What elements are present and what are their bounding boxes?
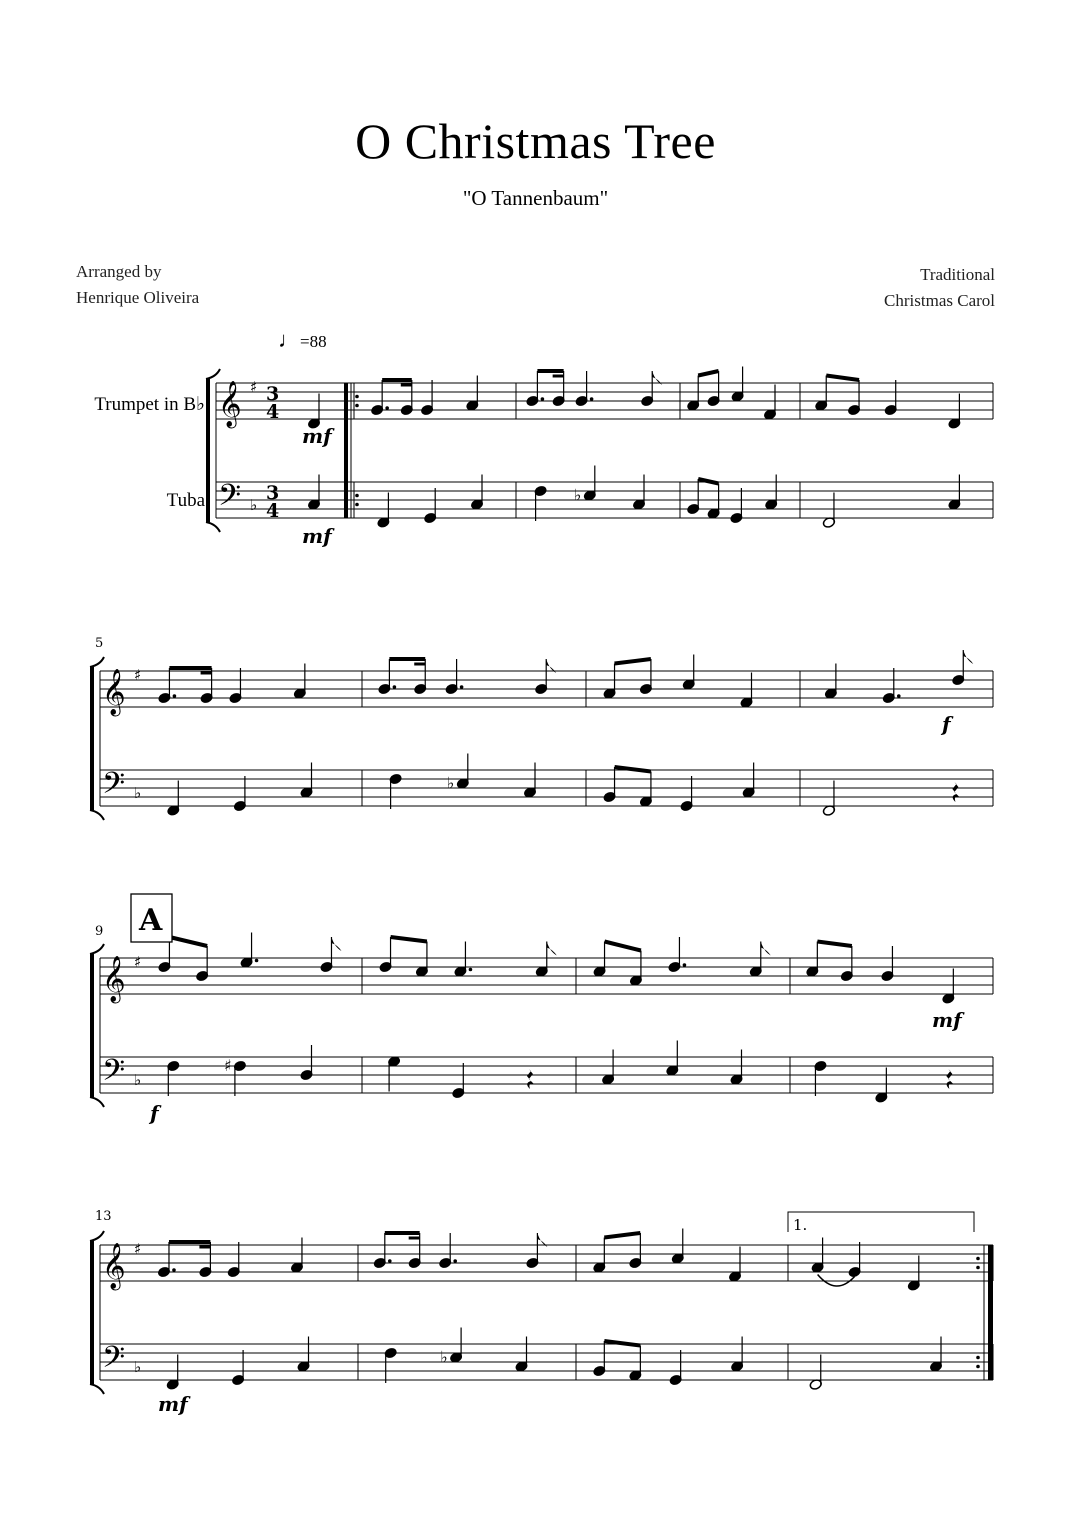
repeat-dot <box>976 1266 980 1270</box>
sharp-icon: ♯ <box>223 1056 232 1075</box>
repeat-dot <box>976 1365 980 1369</box>
music-score <box>90 367 993 1417</box>
key-signature-sharp-icon: ♯ <box>250 378 258 396</box>
key-signature-sharp-icon: ♯ <box>134 1240 142 1258</box>
bass-clef-icon: 𝄢 <box>102 767 126 808</box>
quarter-rest-icon <box>946 1069 953 1089</box>
treble-clef-icon: 𝄞 <box>102 956 126 1002</box>
augmentation-dot <box>172 1268 176 1272</box>
beam <box>698 479 718 484</box>
beam <box>615 659 651 664</box>
slur <box>818 1275 855 1287</box>
volta-bracket <box>788 1212 974 1232</box>
key-signature-flat-icon: ♭ <box>134 784 142 802</box>
arranger-name: Henrique Oliveira <box>76 288 200 307</box>
beam <box>826 376 859 381</box>
augmentation-dot <box>460 685 464 689</box>
beam <box>169 937 207 946</box>
composer-line1: Traditional <box>920 265 995 284</box>
flag-icon <box>547 942 557 956</box>
time-signature-top: 3 <box>266 482 280 504</box>
dynamic-marking: mf <box>158 1392 188 1416</box>
key-signature-sharp-icon: ♯ <box>134 666 142 684</box>
composer-line2: Christmas Carol <box>884 291 995 310</box>
bracket-hook <box>90 657 104 667</box>
augmentation-dot <box>453 1259 457 1263</box>
page-title: O Christmas Tree <box>355 113 716 169</box>
time-signature-top: 3 <box>266 383 280 405</box>
augmentation-dot <box>255 959 259 963</box>
bracket-hook <box>90 944 104 954</box>
volta-label: 1. <box>793 1216 808 1234</box>
flat-icon: ♭ <box>446 773 455 793</box>
beam <box>605 942 641 951</box>
flag-icon <box>963 650 973 664</box>
key-signature-sharp-icon: ♯ <box>134 953 142 971</box>
augmentation-dot <box>388 1259 392 1263</box>
augmentation-dot <box>385 406 389 410</box>
flag-icon <box>331 937 341 951</box>
measure-number: 9 <box>95 924 104 939</box>
quarter-rest-icon <box>527 1069 534 1089</box>
bass-clef-icon: 𝄢 <box>102 1341 126 1382</box>
augmentation-dot <box>590 397 594 401</box>
augmentation-dot <box>469 968 473 972</box>
instrument-label-trumpet: Trumpet in B♭ <box>94 394 205 415</box>
beam <box>391 937 427 942</box>
key-signature-flat-icon: ♭ <box>134 1358 142 1376</box>
flat-icon: ♭ <box>440 1347 448 1367</box>
augmentation-dot <box>173 694 177 698</box>
augmentation-dot <box>393 685 397 689</box>
beam <box>604 1341 640 1346</box>
augmentation-dot <box>541 397 545 401</box>
measure-number: 13 <box>95 1209 112 1224</box>
quarter-note-icon: ♩ <box>278 327 300 352</box>
dynamic-marking: mf <box>302 524 332 548</box>
dynamic-marking: mf <box>932 1008 962 1032</box>
treble-clef-icon: 𝄞 <box>218 381 242 427</box>
key-signature-flat-icon: ♭ <box>250 496 258 514</box>
beam <box>698 371 718 376</box>
repeat-dot <box>355 395 359 399</box>
time-signature-bottom: 4 <box>266 401 280 423</box>
arranger-label: Arranged by <box>76 262 162 281</box>
bracket-hook <box>90 1384 104 1394</box>
tempo-value: =88 <box>300 332 327 351</box>
beam <box>817 942 852 947</box>
time-signature-bottom: 4 <box>266 500 280 522</box>
dynamic-marking: f <box>942 712 951 736</box>
flag-icon <box>761 942 771 956</box>
augmentation-dot <box>683 963 687 967</box>
treble-clef-icon: 𝄞 <box>102 1243 126 1289</box>
page-subtitle: "O Tannenbaum" <box>462 186 609 210</box>
repeat-dot <box>355 503 359 507</box>
repeat-dot <box>976 1356 980 1360</box>
augmentation-dot <box>897 694 901 698</box>
repeat-dot <box>355 494 359 498</box>
flat-icon: ♭ <box>573 485 582 505</box>
bracket-hook <box>90 1097 104 1107</box>
key-signature-flat-icon: ♭ <box>134 1071 142 1089</box>
dynamic-marking: f <box>150 1101 159 1125</box>
instrument-label-tuba: Tuba <box>166 490 205 511</box>
repeat-dot <box>355 404 359 408</box>
repeat-thick-bar <box>344 383 348 518</box>
bass-clef-icon: 𝄢 <box>102 1054 126 1095</box>
repeat-thick-bar <box>988 1245 993 1380</box>
beam <box>615 767 651 772</box>
repeat-dot <box>976 1257 980 1261</box>
bracket-hook <box>90 1231 104 1241</box>
treble-clef-icon: 𝄞 <box>102 669 126 715</box>
measure-number: 5 <box>95 636 104 651</box>
rehearsal-mark: A <box>139 903 163 938</box>
bracket-hook <box>90 810 104 820</box>
quarter-rest-icon <box>952 782 959 802</box>
bracket-hook <box>206 522 220 532</box>
bass-clef-icon: 𝄢 <box>218 479 242 520</box>
beam <box>604 1233 640 1238</box>
dynamic-marking: mf <box>302 424 332 448</box>
bracket-hook <box>206 369 220 379</box>
